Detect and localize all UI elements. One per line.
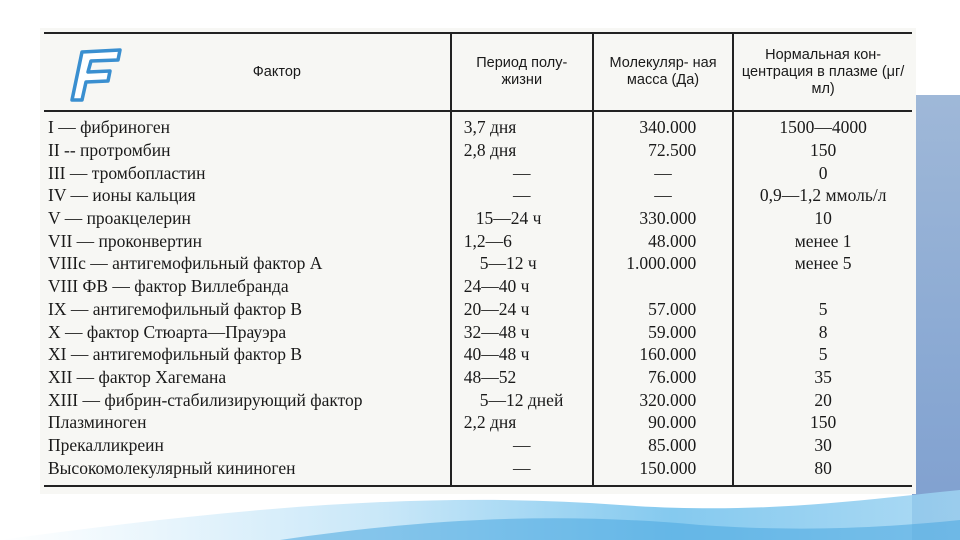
table-row: [44, 229, 912, 252]
cell-mass: 72.500: [593, 139, 734, 162]
cell-half-life: —: [451, 184, 593, 207]
cell-mass: 160.000: [593, 343, 734, 366]
cell-mass: 150.000: [593, 456, 734, 486]
cell-mass: —: [593, 161, 734, 184]
cell-factor: V — проакцелерин: [48, 208, 191, 229]
cell-concentration: 1500—4000: [733, 111, 912, 139]
table-row: [44, 388, 912, 411]
header-concentration: Нормальная кон- центрация в плазме (μг/мл): [733, 33, 912, 111]
cell-mass: 330.000: [593, 207, 734, 230]
cell-factor: VIII ФВ — фактор Виллебранда: [48, 276, 289, 297]
coagulation-factors-card: [40, 28, 916, 494]
table-row: [44, 366, 912, 389]
table-row: [44, 411, 912, 434]
table-row: [44, 343, 912, 366]
cell-factor: II -- протромбин: [48, 140, 171, 161]
cell-mass: 76.000: [593, 366, 734, 389]
cell-half-life: 24—40 ч: [451, 275, 593, 298]
cell-half-life: 2,2 дня: [451, 411, 593, 434]
cell-concentration: 5: [733, 343, 912, 366]
cell-concentration: 10: [733, 207, 912, 230]
cell-concentration: 0,9—1,2 ммоль/л: [733, 184, 912, 207]
cell-factor: Плазминоген: [48, 412, 147, 433]
cell-factor: III — тромбопластин: [48, 162, 206, 183]
cell-half-life: 1,2—6: [451, 229, 593, 252]
cell-factor: I — фибриноген: [48, 117, 170, 138]
cell-half-life: 40—48 ч: [451, 343, 593, 366]
cell-mass: 85.000: [593, 434, 734, 457]
cell-concentration: менее 5: [733, 252, 912, 275]
cell-factor: VII — проконвертин: [48, 230, 202, 251]
cell-half-life: 5—12 ч: [451, 252, 593, 275]
cell-half-life: 5—12 дней: [451, 388, 593, 411]
cell-half-life: —: [451, 456, 593, 486]
cell-factor: XIII — фибрин-стабилизирующий фактор: [48, 389, 363, 410]
cell-factor: XI — антигемофильный фактор В: [48, 344, 303, 365]
cell-concentration: 150: [733, 139, 912, 162]
cell-factor: XII — фактор Хагемана: [48, 366, 227, 387]
cell-factor: IV — ионы кальция: [48, 185, 196, 206]
cell-mass: 1.000.000: [593, 252, 734, 275]
table-row: [44, 207, 912, 230]
cell-factor: VIIIc — антигемофильный фактор А: [48, 253, 323, 274]
cell-mass: [593, 275, 734, 298]
cell-mass: 340.000: [593, 111, 734, 139]
cell-concentration: 20: [733, 388, 912, 411]
header-molecular-mass: Молекуляр- ная масса (Да): [593, 33, 734, 111]
cell-half-life: —: [451, 434, 593, 457]
cell-mass: 90.000: [593, 411, 734, 434]
cell-half-life: 2,8 дня: [451, 139, 593, 162]
cell-mass: —: [593, 184, 734, 207]
table-row: [44, 434, 912, 457]
cell-half-life: 32—48 ч: [451, 320, 593, 343]
table-bottom-rule: [44, 486, 912, 489]
table-row: [44, 139, 912, 162]
header-factor: [44, 33, 451, 111]
table-row: [44, 275, 912, 298]
cell-concentration: 150: [733, 411, 912, 434]
table-row: [44, 456, 912, 486]
cell-mass: 59.000: [593, 320, 734, 343]
cell-factor: IX — антигемофильный фактор В: [48, 298, 303, 319]
cell-mass: 48.000: [593, 229, 734, 252]
cell-mass: 57.000: [593, 298, 734, 321]
cell-half-life: 15—24 ч: [451, 207, 593, 230]
cell-concentration: 8: [733, 320, 912, 343]
cell-concentration: менее 1: [733, 229, 912, 252]
cell-concentration: [733, 275, 912, 298]
table-row: [44, 252, 912, 275]
table-row: [44, 184, 912, 207]
cell-half-life: 3,7 дня: [451, 111, 593, 139]
f-logo-icon: [58, 40, 128, 106]
cell-factor: Прекалликреин: [48, 434, 164, 455]
cell-concentration: 30: [733, 434, 912, 457]
cell-factor: X — фактор Стюарта—Прауэра: [48, 321, 287, 342]
cell-concentration: 80: [733, 456, 912, 486]
header-half-life: Период полу- жизни: [451, 33, 593, 111]
cell-half-life: —: [451, 161, 593, 184]
cell-half-life: 20—24 ч: [451, 298, 593, 321]
cell-mass: 320.000: [593, 388, 734, 411]
coagulation-factors-table: [44, 32, 912, 489]
header-factor-label: Фактор: [252, 63, 301, 80]
cell-concentration: 5: [733, 298, 912, 321]
table-row: [44, 161, 912, 184]
bottom-rule: [44, 486, 912, 489]
table-header-row: [44, 33, 912, 111]
cell-concentration: 0: [733, 161, 912, 184]
cell-half-life: 48—52: [451, 366, 593, 389]
table-row: [44, 298, 912, 321]
table-row: [44, 111, 912, 139]
cell-factor: Высокомолекулярный кининоген: [48, 457, 296, 478]
cell-concentration: 35: [733, 366, 912, 389]
table-row: [44, 320, 912, 343]
